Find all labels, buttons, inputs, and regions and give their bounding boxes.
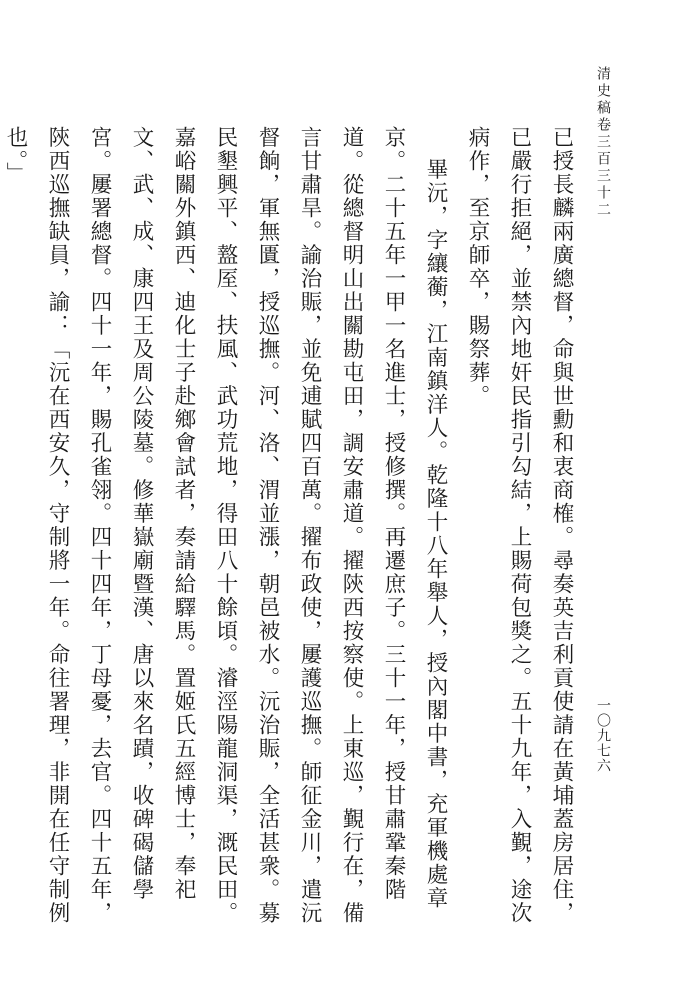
body-text [0, 126, 582, 946]
paragraph: 畢沅，字纕蘅，江南鎮洋人。乾隆十八年舉人，授內閣中書，充軍機處章京。二十五年一甲一名進士，授修撰。再遷庶子。三十一年，授甘肅鞏秦階道。從總督明山出關勘屯田，調安肅道。擢陝西按察使。上東巡，覲行在，備言甘肅旱。諭治賑，並免逋賦四百萬。擢布政使，屢護巡撫。師征金川，遣沅督餉，軍無匱，授巡撫。河、洛、渭並漲，朝邑被水。沅治賑，全活甚衆。募民墾興平、盩厔、扶風、武功荒地，得田八十餘頃。濬涇陽龍洞渠，溉民田。嘉峪關外鎮西、迪化士子赴鄉會試者，奏請給驛馬。置姬氏五經博士，奉祀文、武、成、康四王及周公陵墓。修華嶽廟暨漢、唐以來名蹟，收碑碣儲學宮。屢署總督。四十一年，賜孔雀翎。四十四年，丁母憂，去官。四十五年，陝西巡撫缺員，諭：「沅在西安久，守制將一年。命往署理，非開在任守制例也。」 [3, 126, 448, 925]
page-number: 一〇九七六 [595, 698, 611, 773]
paragraph: 已授長麟兩廣總督，命與世勳和衷商榷。尋奏英吉利貢使請在黃埔蓋房居住，已嚴行拒絕，並禁內地奸民指引勾結，上賜荷包獎之。五十九年，入覲，途次病作，至京師卒，賜祭葬。 [465, 126, 574, 925]
running-head: 清史稿卷三百三十二 [595, 66, 611, 219]
